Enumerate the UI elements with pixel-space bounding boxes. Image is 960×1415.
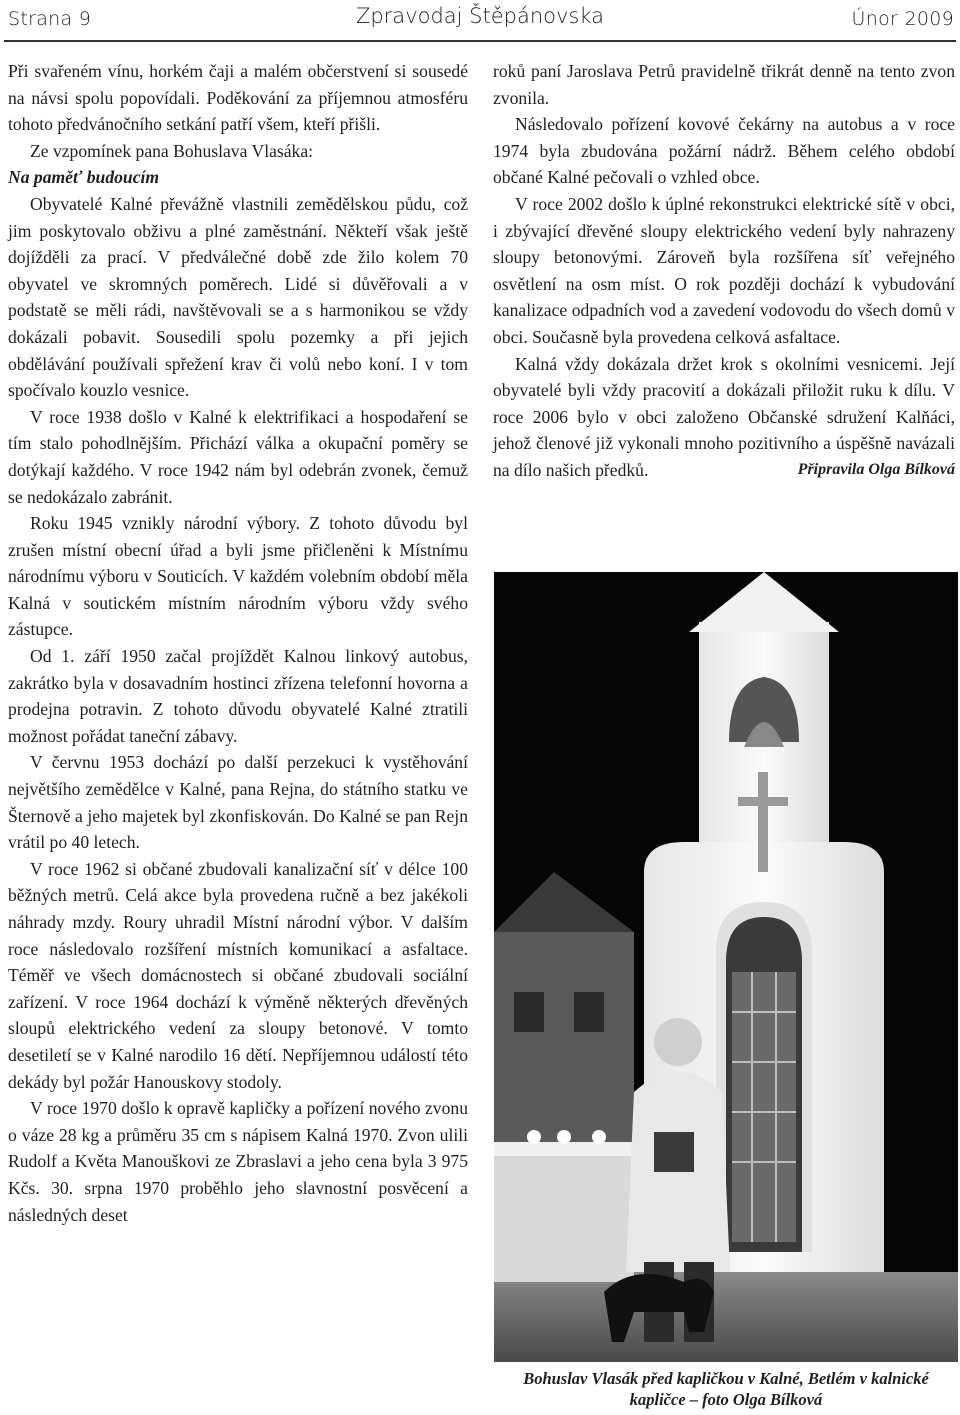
header-rule — [4, 40, 956, 42]
article-paragraph: V roce 1970 došlo k opravě kapličky a pořízení nového zvonu o váze 28 kg a průměru 35 cm s nápisem Kalná 1970. Zvon ulili Rudolf a Květa Manouškovi ze Zbraslavi a jeho cena byla 3 975 Kčs. 30. srpna 1970 proběhlo jeho slavnostní posvěcení a následných deset — [8, 1098, 468, 1225]
article-paragraph: V roce 2002 došlo k úplné rekonstrukci elektrické sítě v obci, i zbývající dřevěné sloupy elektrického vedení byly nahrazeny sloupy betonovými. Zároveň byla rozšířena síť veřejného osvětlení na osm míst. O rok později dochází k vybudování kanalizace odpadních vod a zavedení vodovodu do všech domů v obci. Současně byla provedena celková asfaltace. — [493, 193, 955, 347]
page-header — [0, 0, 960, 44]
newsletter-title: Zpravodaj Štěpánovska — [355, 4, 605, 28]
chapel-photo — [494, 572, 958, 1362]
article-paragraph: Od 1. září 1950 začal projíždět Kalnou linkový autobus, zakrátko byla v dosavadním hostinci zřízena telefonní hovorna a prodejna potravin. Z tohoto důvodu obyvatelé Kalné ztratili možnost pořádat taneční zábavy. — [8, 646, 468, 746]
author-byline: Připravila Olga Bílková — [797, 460, 955, 478]
photo-caption: Bohuslav Vlasák před kapličkou v Kalné, Betlém v kalnické kapličce – foto Olga Bílková — [523, 1369, 929, 1409]
article-paragraph: Obyvatelé Kalné převážně vlastnili zemědělskou půdu, což jim poskytovalo obživu a plné zaměstnání. Někteří však ještě dojížděli za prací. V předválečné době zde žilo kolem 70 obyvatel ve skromných poměrech. Lidé si důvěřovali a v podstatě se měli rádi, navštěvovali se a s harmonikou se vždy dokázali pobavit. Sousedili spolu pozemky a při jejich obdělávání používali spřežení krav či volů nebo koní. I v tom spočívalo kouzlo vesnice. — [8, 193, 468, 401]
article-paragraph: V roce 1962 si občané zbudovali kanalizační síť v délce 100 běžných metrů. Celá akce byla provedena ručně a bez jakékoli náhrady mzdy. Roury uhradil Místní národní výbor. V dalším roce následovalo rozšíření místních komunikací a asfaltace. Téměř ve všech domácnostech si občané zbudovali sociální zařízení. V roce 1964 dochází k výměně některých dřevěných sloupů elektrického vedení za sloupy betonové. V tomto desetiletí se v Kalné narodilo 16 dětí. Nepříjemnou událostí této dekády byl požár Hanouskovy stodoly. — [8, 858, 468, 1092]
intro-paragraph: Při svařeném vínu, horkém čaji a malém občerstvení si sousedé na návsi spolu popovídali. Poděkování za příjemnou atmosféru tohoto předvánočního setkání patří všem, kteří přišli. — [8, 61, 468, 135]
article-paragraph: V roce 1938 došlo v Kalné k elektrifikaci a hospodaření se tím stalo pohodlnějším. Přichází válka a okupační poměry se dotýkají každého. V roce 1942 nám byl odebrán zvonek, čemuž se nedokázalo zabránit. — [8, 406, 468, 507]
article-paragraph — [493, 351, 955, 484]
article-paragraph: Roku 1945 vznikly národní výbory. Z tohoto důvodu byl zrušen místní obecní úřad a byli jsme přičleněni k Místnímu národnímu výboru v Souticích. V každém volebním období měla Kalná v soutickém místním národním výboru vždy svého zástupce. — [8, 513, 468, 640]
chapel-photo-illustration — [494, 572, 958, 1362]
page-number: Strana 9 — [8, 8, 92, 30]
final-paragraph-text: Kalná vždy dokázala držet krok s okolními vesnicemi. Její obyvatelé byli vždy pracovití a dokázali přiložit ruku k dílu. V roce 2006 bylo v obci založeno Občanské sdružení Kalňáci, jehož členové již vykonali mnoho pozitivního a úspěšně navázali na dílo našich předků. — [493, 353, 955, 480]
article-paragraph: Následovalo pořízení kovové čekárny na autobus a v roce 1974 byla zbudována požární nádrž. Během celého období občané Kalné pečovali o vzhled obce. — [493, 114, 955, 188]
issue-date: Únor 2009 — [851, 8, 954, 30]
article-subtitle: Na paměť budoucím — [8, 167, 160, 188]
left-column — [8, 58, 468, 1228]
continuation-paragraph: roků paní Jaroslava Petrů pravidelně třikrát denně na tento zvon zvonila. — [493, 61, 955, 108]
article-paragraph: V červnu 1953 dochází po další perzekuci k vystěhování největšího zemědělce v Kalné, pana Rejna, do státního statku ve Šternově a jeho majetek byl zkonfiskován. Do Kalné se pan Rejn vrátil po 40 letech. — [8, 752, 468, 853]
right-column — [493, 58, 955, 484]
memoir-heading: Ze vzpomínek pana Bohuslava Vlasáka: — [30, 140, 314, 161]
